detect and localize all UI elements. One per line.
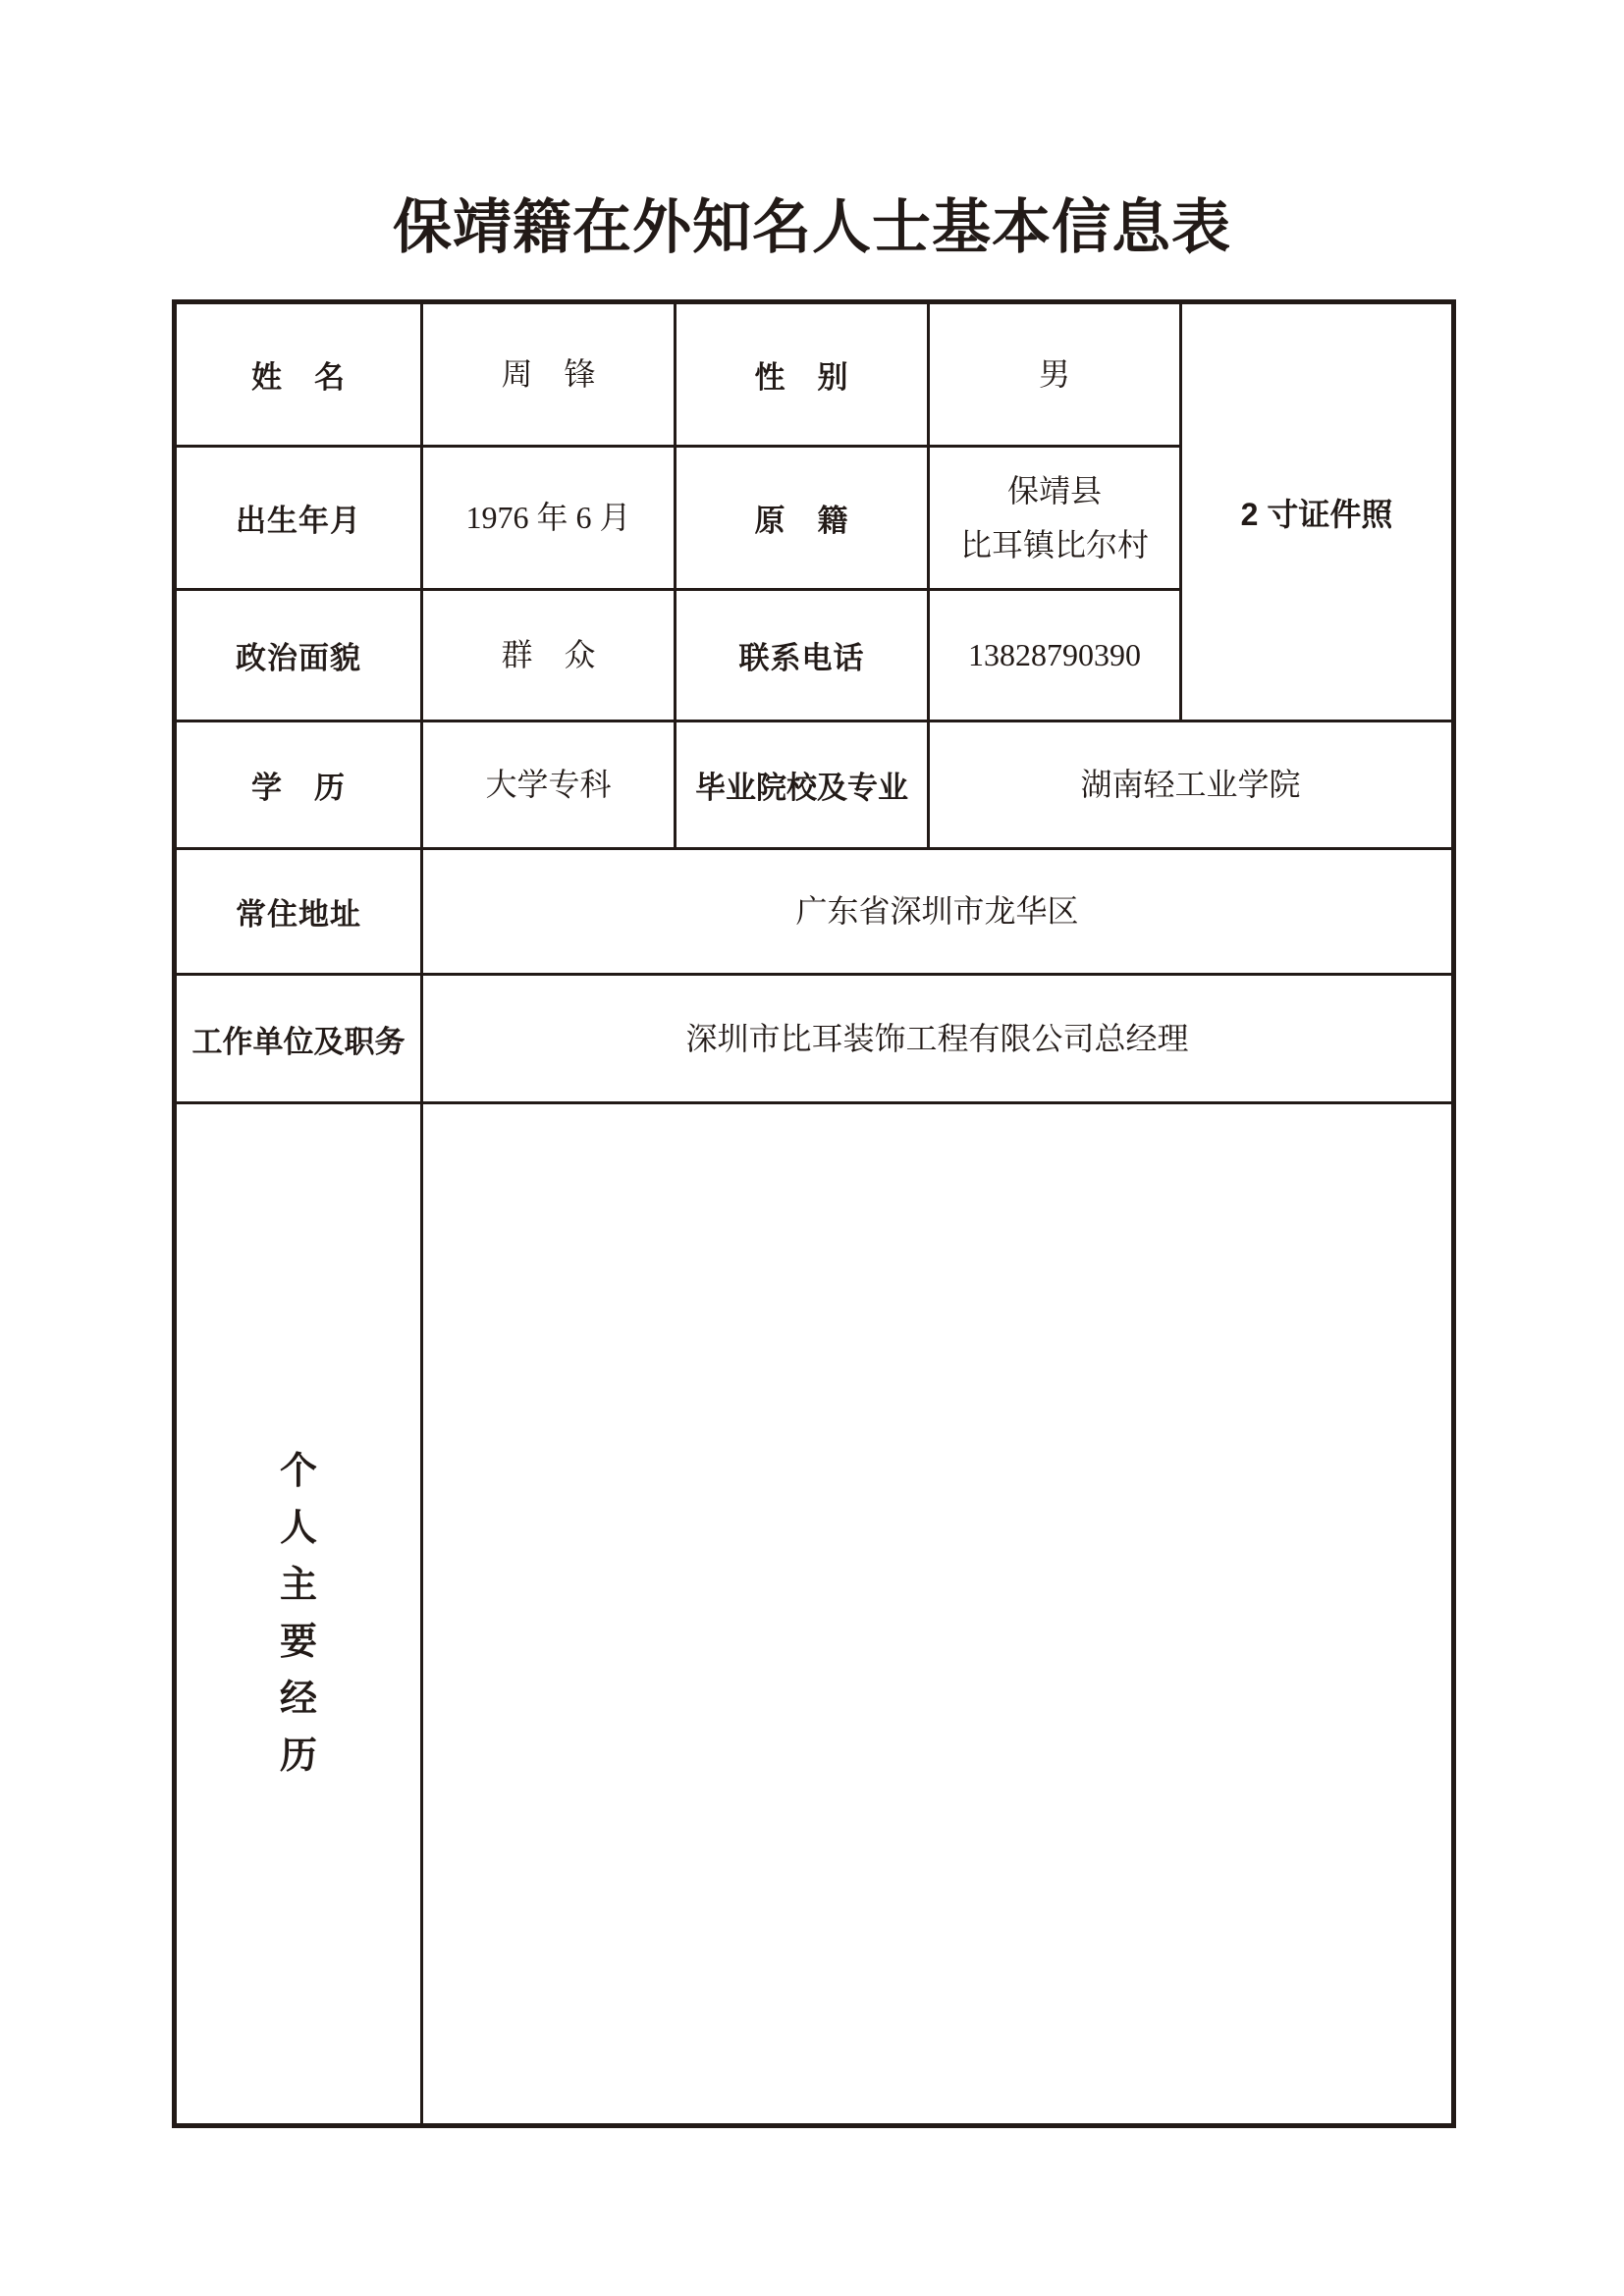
school-major-label: 毕业院校及专业	[676, 721, 929, 849]
origin-label: 原 籍	[676, 447, 929, 590]
work-unit-value: 深圳市比耳装饰工程有限公司总经理	[422, 975, 1454, 1103]
education-label: 学 历	[175, 721, 422, 849]
profile-label-char: 人	[279, 1508, 317, 1549]
photo-placeholder-label: 2 寸证件照	[1240, 496, 1393, 532]
origin-value-line2: 比耳镇比尔村	[959, 526, 1149, 562]
table-row	[175, 302, 1454, 447]
info-table	[172, 299, 1456, 2128]
birth-date-label: 出生年月	[175, 447, 422, 590]
political-status-label: 政治面貌	[175, 590, 422, 721]
table-row	[175, 721, 1454, 849]
phone-value: 13828790390	[929, 590, 1181, 721]
address-label: 常住地址	[175, 849, 422, 975]
profile-content-cell	[422, 1103, 1454, 2126]
origin-value	[929, 447, 1181, 590]
political-status-value: 群 众	[422, 590, 676, 721]
profile-label-char: 个	[279, 1451, 317, 1492]
birth-date-value: 1976 年 6 月	[422, 447, 676, 590]
table-row	[175, 1103, 1454, 2126]
name-value: 周 锋	[422, 302, 676, 447]
work-unit-label: 工作单位及职务	[175, 975, 422, 1103]
table-row	[175, 849, 1454, 975]
page-title: 保靖籍在外知名人士基本信息表	[393, 195, 1231, 260]
profile-label-char: 经	[279, 1679, 317, 1720]
profile-label-char: 历	[279, 1735, 317, 1777]
address-value: 广东省深圳市龙华区	[422, 849, 1454, 975]
phone-label: 联系电话	[676, 590, 929, 721]
profile-label-char: 主	[279, 1565, 317, 1606]
gender-value: 男	[929, 302, 1181, 447]
photo-placeholder-cell	[1181, 302, 1454, 721]
profile-label-vertical	[181, 1104, 416, 2123]
table-row	[175, 975, 1454, 1103]
profile-label-cell	[175, 1103, 422, 2126]
education-value: 大学专科	[422, 721, 676, 849]
gender-label: 性 别	[676, 302, 929, 447]
origin-value-line1: 保靖县	[1006, 473, 1102, 509]
school-major-value: 湖南轻工业学院	[929, 721, 1454, 849]
profile-label-char: 要	[279, 1622, 317, 1663]
name-label: 姓 名	[175, 302, 422, 447]
